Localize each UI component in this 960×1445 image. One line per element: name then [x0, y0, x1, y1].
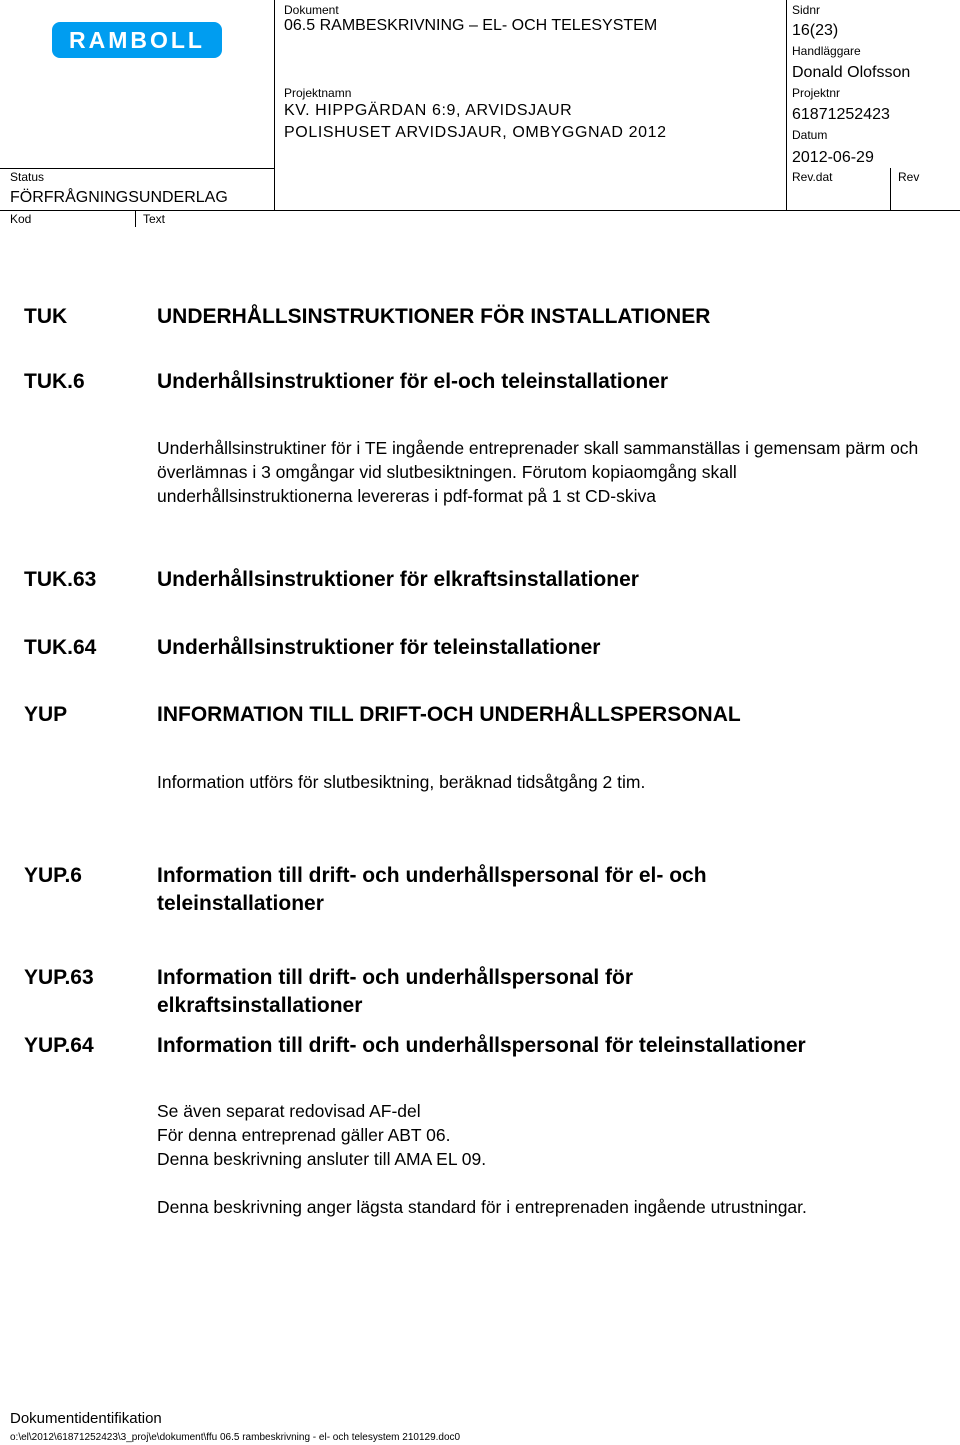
sidnr-label: Sidnr — [792, 3, 821, 17]
section-code-tuk63: TUK.63 — [24, 568, 97, 591]
sidnr-value: 16(23) — [792, 22, 839, 39]
section-code-tuk: TUK — [24, 305, 68, 328]
ramboll-logo — [52, 22, 222, 58]
header-divider — [890, 168, 891, 210]
revdat-label: Rev.dat — [792, 170, 833, 184]
handlaggare-label: Handläggare — [792, 44, 861, 58]
projektnamn-line1: KV. HIPPGÄRDAN 6:9, ARVIDSJAUR — [284, 102, 573, 119]
header-divider — [0, 168, 274, 169]
projektnamn-line2: POLISHUSET ARVIDSJAUR, OMBYGGNAD 2012 — [284, 124, 667, 141]
section-code-yup6: YUP.6 — [24, 864, 82, 887]
kod-label: Kod — [10, 212, 32, 226]
section-title-yup: INFORMATION TILL DRIFT-OCH UNDERHÅLLSPERSONAL — [157, 703, 741, 726]
projektnr-value: 61871252423 — [792, 106, 890, 123]
header-divider — [786, 0, 787, 210]
status-value: FÖRFRÅGNINGSUNDERLAG — [10, 189, 228, 206]
projektnr-label: Projektnr — [792, 86, 841, 100]
section-code-yup64: YUP.64 — [24, 1034, 94, 1057]
footer-path: o:\el\2012\61871252423\3_proj\e\dokument\ffu 06.5 rambeskrivning - el- och telesystem 210129.doc0 — [10, 1432, 461, 1443]
section-text-yup: Information utförs för slutbesiktning, beräknad tidsåtgång 2 tim. — [157, 772, 646, 792]
header-divider — [0, 210, 960, 211]
note-paragraph: Denna beskrivning anger lägsta standard för i entreprenaden ingående utrustningar. — [157, 1197, 807, 1217]
dokument-value: 06.5 RAMBESKRIVNING – EL- OCH TELESYSTEM — [284, 17, 658, 34]
section-title-tuk6: Underhållsinstruktioner för el-och teleinstallationer — [157, 370, 669, 393]
section-title-yup64: Information till drift- och underhållspersonal för teleinstallationer — [157, 1034, 806, 1057]
section-code-tuk64: TUK.64 — [24, 636, 97, 659]
status-label: Status — [10, 170, 45, 184]
handlaggare-value: Donald Olofsson — [792, 64, 911, 81]
section-text-tuk6: Underhållsinstruktiner för i TE ingående entreprenader skall sammanställas i gemensam pärm och överlämnas i 3 omgångar vid slutbesiktningen. Förutom kopiaomgång skall underhållsinstruktionerna levereras i pdf-format på 1 st CD-skiva — [157, 438, 919, 506]
projektnamn-label: Projektnamn — [284, 86, 352, 100]
section-code-tuk6: TUK.6 — [24, 370, 85, 393]
section-title-tuk: UNDERHÅLLSINSTRUKTIONER FÖR INSTALLATIONER — [157, 305, 711, 328]
section-code-yup63: YUP.63 — [24, 966, 94, 989]
header-divider — [135, 210, 136, 227]
logo-text: RAMBOLL — [69, 27, 205, 53]
footer-label: Dokumentidentifikation — [10, 1410, 162, 1427]
text-label: Text — [143, 212, 166, 226]
note-line-3: Denna beskrivning ansluter till AMA EL 09. — [157, 1149, 487, 1169]
section-code-yup: YUP — [24, 703, 68, 726]
datum-value: 2012-06-29 — [792, 149, 874, 166]
section-title-yup6: Information till drift- och underhållspersonal för el- och teleinstallationer — [157, 864, 707, 915]
document-header — [0, 0, 960, 232]
section-title-tuk64: Underhållsinstruktioner för teleinstallationer — [157, 636, 601, 659]
rev-label: Rev — [898, 170, 920, 184]
section-title-yup63: Information till drift- och underhållspersonal för elkraftsinstallationer — [157, 966, 634, 1017]
section-title-tuk63: Underhållsinstruktioner för elkraftsinstallationer — [157, 568, 639, 591]
note-line-1: Se även separat redovisad AF-del — [157, 1101, 421, 1121]
datum-label: Datum — [792, 128, 828, 142]
header-divider — [274, 0, 275, 210]
note-line-2: För denna entreprenad gäller ABT 06. — [157, 1125, 451, 1145]
dokument-label: Dokument — [284, 3, 339, 17]
